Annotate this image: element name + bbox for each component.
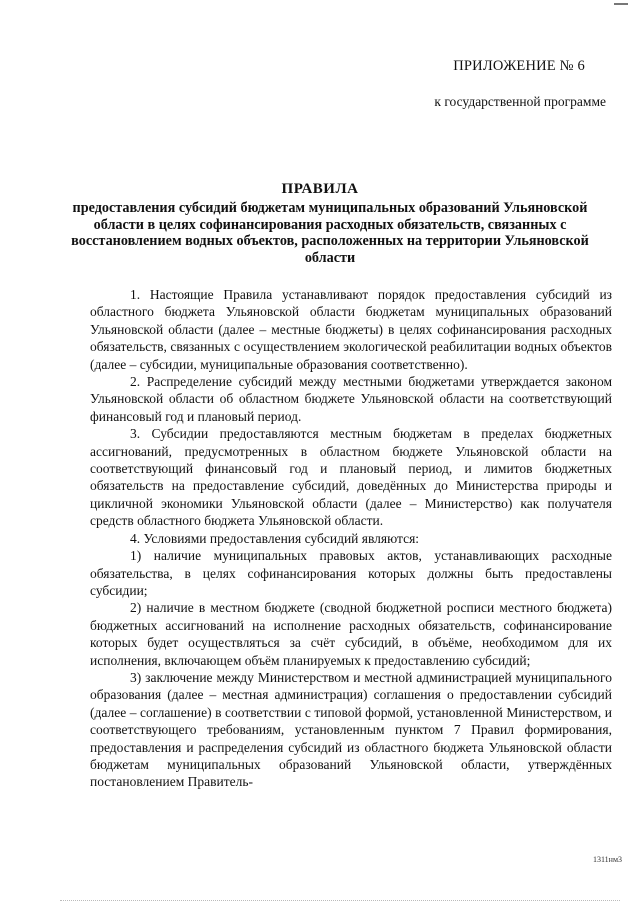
document-heading: предоставления субсидий бюджетам муниципальных образований Ульяновской области в целях софинансирования расходных обязательств, связанных с восстановлением водных объектов, расположенных на территории Ульяновской области — [71, 200, 589, 266]
paragraph-3: 3. Субсидии предоставляются местным бюджетам в пределах бюджетных ассигнований, предусмотренных в областном бюджете Ульяновской области на соответствующий финансовый год и плановый период, и лимитов бюджетных обязательств на предоставление субсидий, доведённых до Министерства природы и цикличной экономики Ульяновской области (далее – Министерство) как получателя средств областного бюджета Ульяновской области. — [90, 426, 612, 529]
paragraph-4-item-3: 3) заключение между Министерством и местной администрацией муниципального образования (далее – местная администрация) соглашения о предоставлении субсидий (далее – соглашение) в соответствии с типовой формой, установленной Министерством, и соответствующего требованиям, установленным пунктом 7 Правил формирования, предоставления и распределения субсидий из областного бюджета Ульяновской области бюджетам муниципальных образований Ульяновской области, утверждённых постановлением Правитель- — [90, 669, 612, 790]
paragraph-4: 4. Условиями предоставления субсидий являются: — [130, 530, 420, 546]
appendix-label: ПРИЛОЖЕНИЕ № 6 — [453, 58, 585, 74]
paragraph-4-item-2: 2) наличие в местном бюджете (сводной бюджетной росписи местного бюджета) бюджетных ассигнований на исполнение расходных обязательств, софинансирование которых будет осуществляться за счёт субсидий, в объёме, необходимом для их исполнения, включающем объём планируемых к предоставлению субсидий; — [90, 600, 612, 668]
paragraph-1: 1. Настоящие Правила устанавливают порядок предоставления субсидий из областного бюджета Ульяновской области бюджетам муниципальных образований Ульяновской области (далее – местные бюджеты) в целях софинансирования расходных обязательств, связанных с осуществлением экологической реабилитации водных объектов (далее – субсидии, муниципальные образования соответственно). — [90, 287, 612, 372]
appendix-subtitle: к государственной программе — [434, 94, 606, 109]
document-title: ПРАВИЛА — [281, 181, 359, 197]
scan-edge — [60, 900, 620, 905]
document-body — [90, 286, 612, 791]
scan-mark — [614, 3, 628, 5]
paragraph-2: 2. Распределение субсидий между местными бюджетами утверждается законом Ульяновской области об областном бюджете Ульяновской области на соответствующий финансовый год и плановый период. — [90, 374, 612, 424]
paragraph-4-item-1: 1) наличие муниципальных правовых актов, устанавливающих расходные обязательства, в целях софинансирования которых должны быть предоставлены субсидии; — [90, 548, 612, 598]
footer-code: 1311нм3 — [592, 855, 622, 864]
